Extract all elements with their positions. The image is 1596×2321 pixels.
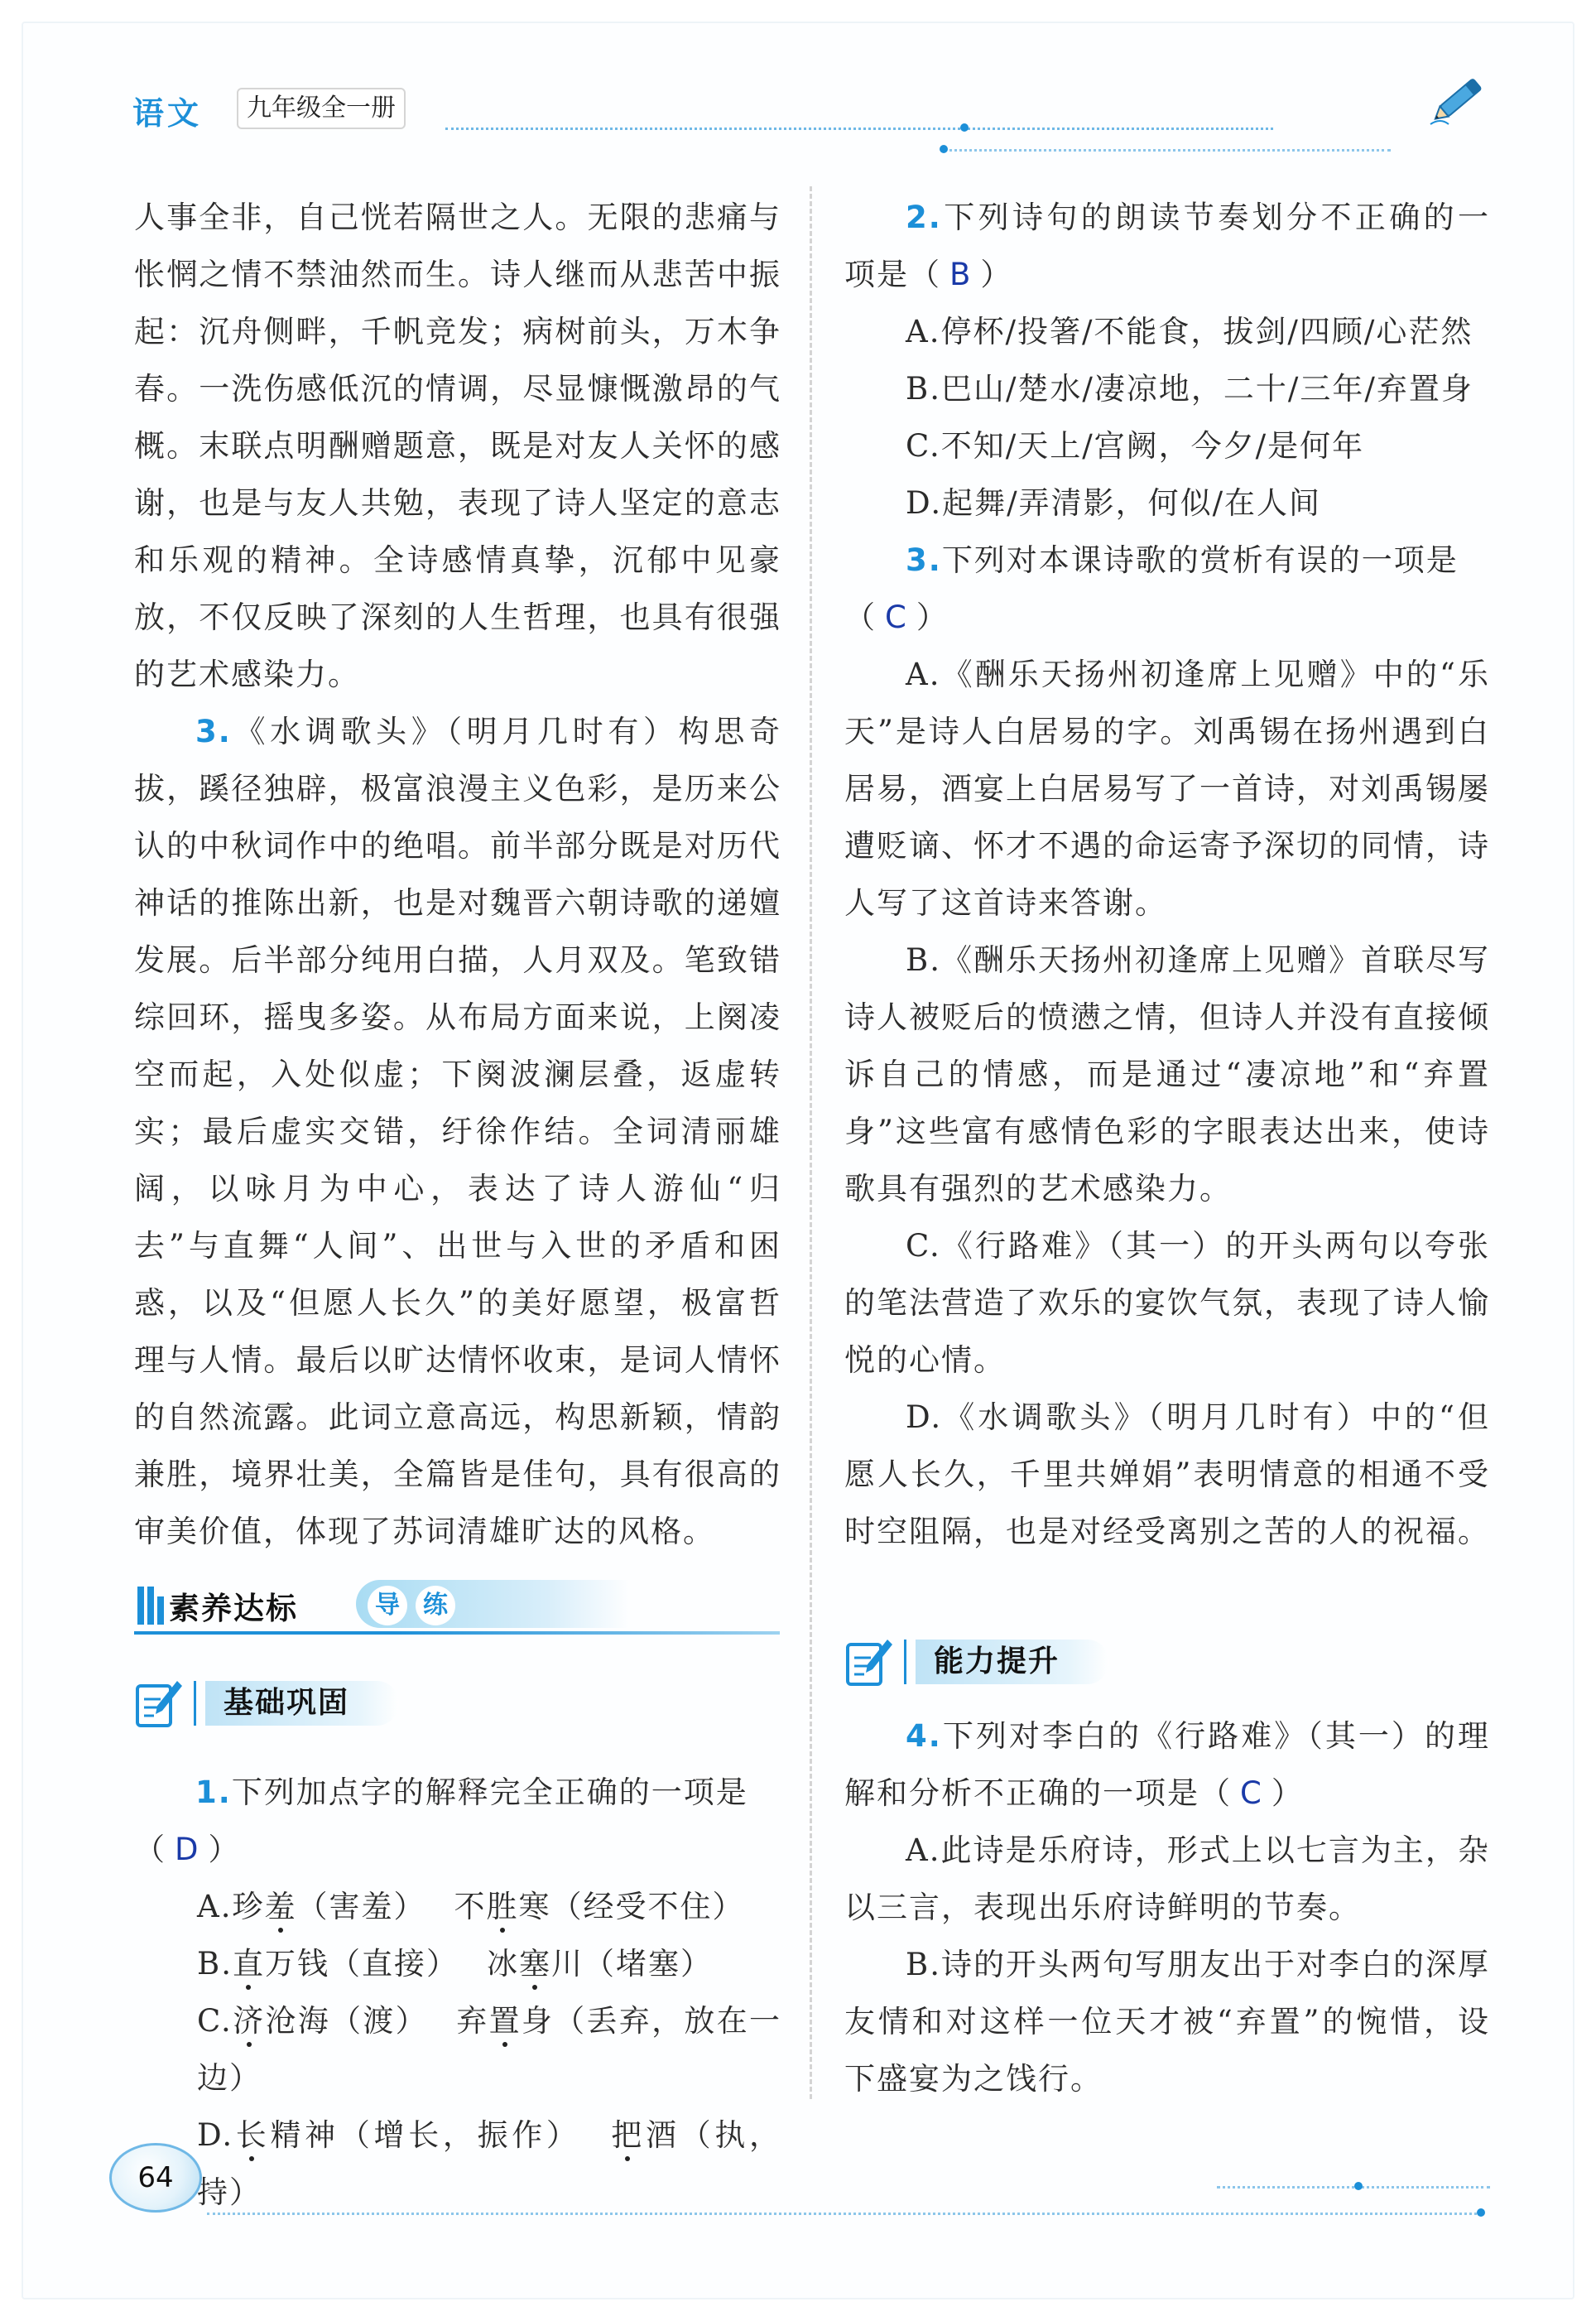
option-item: C.不知/天上/宫阙，今夕/是何年 (906, 428, 1365, 464)
q3-options (844, 646, 1490, 1560)
option-text: 万钱（直接） (264, 1946, 459, 1982)
q3-stem-text: 下列对本课诗歌的赏析有误的一项是 (941, 542, 1459, 578)
banner-divider (904, 1640, 906, 1684)
option-item: D.起舞/弄清影，何似/在人间 (906, 485, 1322, 521)
option-item: D.《水调歌头》（明月几时有）中的“但愿人长久，千里共婵娟”表明情意的相通不受时空阻隔，也是对经受离别之苦的人的祝福。 (844, 1399, 1490, 1549)
option-text: 冰 (486, 1946, 519, 1982)
pen-icon (1424, 66, 1498, 132)
q1-option (134, 1935, 781, 1992)
ability-banner (844, 1636, 1258, 1691)
q4-number: 4. (906, 1718, 942, 1754)
analysis-item-3 (134, 703, 781, 1560)
dotted-char: 长 (233, 2117, 271, 2153)
footer-dot (1354, 2182, 1363, 2190)
option-text: 弃 (455, 2003, 489, 2039)
q2-stem (844, 189, 1490, 303)
edit-icon (134, 1678, 184, 1729)
banner-divider (194, 1681, 196, 1726)
option-text: A.珍 (197, 1889, 265, 1924)
dotted-char: 置 (488, 2003, 522, 2039)
q2-stem-text: 下列诗句的朗读节奏划分不正确的一项是（ (844, 200, 1490, 292)
q1-close-paren: ） (208, 1832, 241, 1867)
option-item: B.《酬乐天扬州初逢席上见赠》首联尽写诗人被贬后的愤懑之情，但诗人并没有直接倾诉自己的情感，而是通过“凄凉地”和“弃置身”这些富有感情色彩的字眼表达出来，使诗歌具有强烈的艺术感染力。 (844, 942, 1490, 1206)
option-text: （害羞） (296, 1889, 426, 1924)
q4-options (844, 1822, 1490, 2107)
q1-answer-line (134, 1821, 781, 1878)
dotted-char: 济 (232, 2003, 266, 2039)
footer-dotted-line-2 (1217, 2186, 1490, 2189)
section-mark-icon (137, 1587, 164, 1625)
option-item: A.《酬乐天扬州初逢席上见赠》中的“乐天”是诗人白居易的字。刘禹锡在扬州遇到白居易，酒宴上白居易写了一首诗，对刘禹锡屡遭贬谪、怀才不遇的命运寄予深切的同情，诗人写了这首诗来答谢。 (844, 657, 1490, 921)
column-divider (810, 186, 812, 2099)
q3-open-paren: （ (844, 600, 877, 635)
right-column (844, 189, 1490, 1560)
q1-answer: D (175, 1832, 200, 1867)
page-number-badge (103, 2143, 210, 2217)
q4-close-paren: ） (1271, 1775, 1304, 1811)
dotted-char: 胜 (486, 1889, 519, 1924)
guide-practice-badge (356, 1580, 629, 1628)
basic-title: 基础巩固 (205, 1681, 399, 1726)
page-header (132, 83, 1473, 141)
grade-label: 九年级全一册 (237, 88, 406, 129)
option-text: 沧海（渡） (265, 2003, 428, 2039)
option-item: A.停杯/投箸/不能食，拔剑/四顾/心茫然 (906, 314, 1473, 349)
option-item: C.《行路难》（其一）的开头两句以夸张的笔法营造了欢乐的宴饮气氛，表现了诗人愉悦的心情。 (844, 1228, 1490, 1378)
q4-stem-text: 下列对李白的《行路难》（其一）的理解和分析不正确的一项是（ (844, 1718, 1490, 1811)
item-number: 3. (195, 714, 232, 749)
option-text: C. (197, 2003, 233, 2039)
q3-answer: C (885, 600, 908, 635)
option-text: 精神（增长，振作） (270, 2117, 581, 2153)
q2-options (844, 303, 1490, 532)
dotted-char: 羞 (264, 1889, 297, 1924)
dotted-char: 把 (608, 2117, 646, 2153)
basic-banner (134, 1678, 548, 1732)
q3-answer-line (844, 589, 1490, 646)
q2-number: 2. (906, 200, 942, 235)
practice-char: 练 (416, 1586, 455, 1625)
q3-stem (844, 532, 1490, 589)
section-underline (134, 1631, 780, 1635)
question-1 (134, 1764, 781, 2221)
dotted-char: 塞 (518, 1946, 551, 1982)
q1-option (134, 2107, 781, 2221)
option-text: 不 (454, 1889, 487, 1924)
analysis-continuation: 人事全非，自己恍若隔世之人。无限的悲痛与怅惘之情不禁油然而生。诗人继而从悲苦中振起：沉舟侧畔，千帆竞发；病树前头，万木争春。一洗伤感低沉的情调，尽显慷慨激昂的气概。末联点明酬赠题意，既是对友人关怀的感谢，也是与友人共勉，表现了诗人坚定的意志和乐观的精神。全诗感情真挚，沉郁中见豪放，不仅反映了深刻的人生哲理，也具有很强的艺术感染力。 (134, 200, 781, 692)
option-item: B.诗的开头两句写朋友出于对李白的深厚友情和对这样一位天才被“弃置”的惋惜，设下盛宴为之饯行。 (844, 1947, 1490, 2097)
option-text: B. (197, 1946, 233, 1982)
footer-dotted-line (207, 2213, 1482, 2215)
header-dot (940, 145, 948, 153)
option-text: 酒（执，持） (197, 2117, 782, 2210)
guide-char: 导 (368, 1586, 407, 1625)
q2-answer: B (949, 257, 973, 292)
option-item: A.此诗是乐府诗，形式上以七言为主，杂以三言，表现出乐府诗鲜明的节奏。 (844, 1832, 1490, 1925)
header-dotted-line-2 (944, 149, 1391, 152)
q1-stem (134, 1764, 781, 1821)
q3-number: 3. (906, 542, 942, 578)
option-text: D. (197, 2117, 234, 2153)
q1-number: 1. (195, 1774, 232, 1810)
q1-open-paren: （ (134, 1832, 166, 1867)
subject-label: 语文 (132, 95, 203, 132)
edit-icon (844, 1636, 894, 1688)
q3-close-paren: ） (916, 600, 949, 635)
ability-title: 能力提升 (916, 1640, 1109, 1684)
q4-stem (844, 1707, 1490, 1822)
header-dot (960, 123, 969, 132)
section-banner (134, 1580, 780, 1638)
option-text: 身（丢弃，放在一边） (197, 2003, 782, 2096)
option-item: B.巴山/楚水/凄凉地，二十/三年/弃置身 (906, 371, 1473, 407)
dotted-char: 直 (232, 1946, 265, 1982)
footer-dot (1477, 2208, 1485, 2217)
q4-answer: C (1240, 1775, 1263, 1811)
left-column (134, 189, 781, 1560)
q1-option (134, 1878, 781, 1935)
page-number: 64 (137, 2161, 174, 2194)
option-text: 川（堵塞） (550, 1946, 713, 1982)
option-text: 寒（经受不住） (518, 1889, 745, 1924)
header-dotted-line (445, 128, 1273, 130)
q1-option (134, 1992, 781, 2107)
q1-stem-text: 下列加点字的解释完全正确的一项是 (231, 1774, 748, 1810)
q1-options (134, 1878, 781, 2221)
q2-close-paren: ） (980, 257, 1013, 292)
section-title: 素养达标 (169, 1591, 298, 1626)
item-text: 《水调歌头》（明月几时有）构思奇拔，蹊径独辟，极富浪漫主义色彩，是历来公认的中秋词作中的绝唱。前半部分既是对历代神话的推陈出新，也是对魏晋六朝诗歌的递嬗发展。后半部分纯用白描，人月双及。笔致错综回环，摇曳多姿。从布局方面来说，上阕凌空而起，入处似虚；下阕波澜层叠，返虚转实；最后虚实交错，纡徐作结。全词清丽雄阔，以咏月为中心，表达了诗人游仙“归去”与直舞“人间”、出世与入世的矛盾和困惑，以及“但愿人长久”的美好愿望，极富哲理与人情。最后以旷达情怀收束，是词人情怀的自然流露。此词立意高远，构思新颖，情韵兼胜，境界壮美，全篇皆是佳句，具有很高的审美价值，体现了苏词清雄旷达的风格。 (134, 714, 781, 1549)
question-4 (844, 1707, 1490, 2107)
